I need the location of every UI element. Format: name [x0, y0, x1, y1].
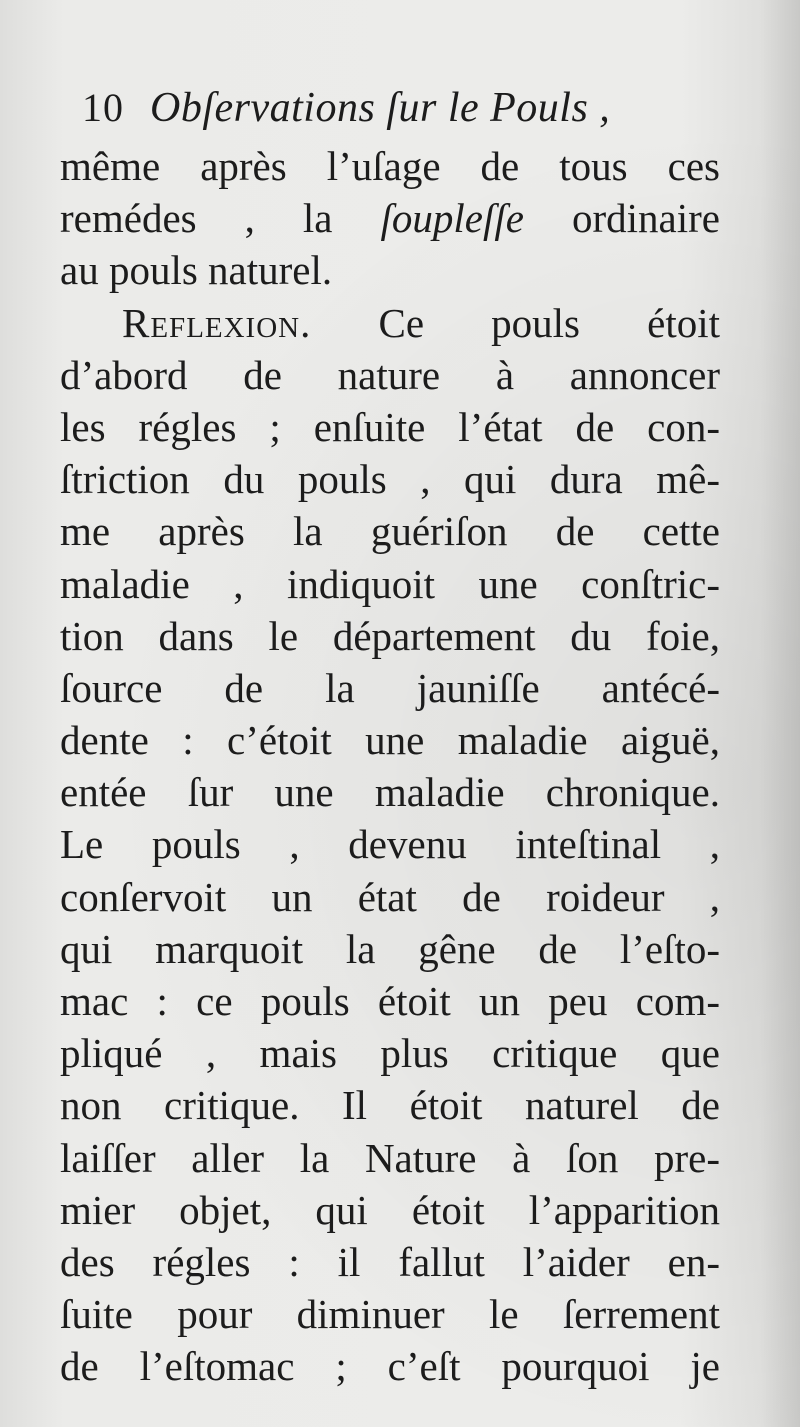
text-line-22: des régles : il fallut l’aider en-: [60, 1238, 720, 1285]
text-line-24: de l’eſtomac ; c’eſt pourquoi je: [60, 1343, 720, 1390]
text-line-20: laiſſer aller la Nature à ſon pre-: [60, 1134, 720, 1181]
running-header: [60, 82, 720, 138]
text-line-16: qui marquoit la gêne de l’eſto-: [60, 925, 720, 972]
text-line-18: pliqué , mais plus critique que: [60, 1030, 720, 1077]
text-line-7: ſtriction du pouls , qui dura mê-: [60, 456, 720, 503]
text-line-4: [60, 297, 720, 349]
page-text-block: [60, 82, 720, 1393]
text-line-3: au pouls naturel.: [60, 247, 333, 294]
text-line-12: dente : c’étoit une maladie aiguë,: [60, 717, 720, 764]
text-line-10: tion dans le département du foie,: [60, 612, 720, 659]
text-line-23: ſuite pour diminuer le ſerrement: [60, 1291, 720, 1338]
text-line-13: entée ſur une maladie chronique.: [60, 769, 720, 816]
text-line-17: mac : ce pouls étoit un peu com-: [60, 978, 720, 1024]
italic-term: ſoupleſſe: [380, 195, 524, 242]
page-gutter-shadow: [760, 0, 800, 1427]
text-line-2: [60, 192, 720, 244]
text-segment: ordinaire: [523, 195, 720, 242]
text-line-6: les régles ; enſuite l’état de con-: [60, 403, 720, 450]
text-line-21: mier objet, qui étoit l’apparition: [60, 1186, 720, 1233]
text-line-9: maladie , indiquoit une conſtric-: [60, 560, 720, 607]
text-line-1: même après l’uſage de tous ces: [60, 143, 720, 189]
text-segment: remédes , la: [60, 195, 381, 242]
text-line-19: non critique. Il étoit naturel de: [60, 1082, 720, 1129]
page-number: 10: [82, 85, 124, 130]
text-line-15: conſervoit un état de roideur ,: [60, 873, 720, 920]
running-title: Obſervations ſur le Pouls ,: [150, 85, 611, 131]
section-heading-reflexion: Reflexion.: [122, 299, 312, 346]
text-line-14: Le pouls , devenu inteſtinal ,: [60, 821, 720, 868]
text-segment: Ce pouls étoit: [311, 299, 720, 346]
text-line-5: d’abord de nature à annoncer: [60, 351, 720, 398]
text-line-11: ſource de la jauniſſe antécé-: [60, 664, 720, 711]
text-line-8: me après la guériſon de cette: [60, 508, 720, 555]
